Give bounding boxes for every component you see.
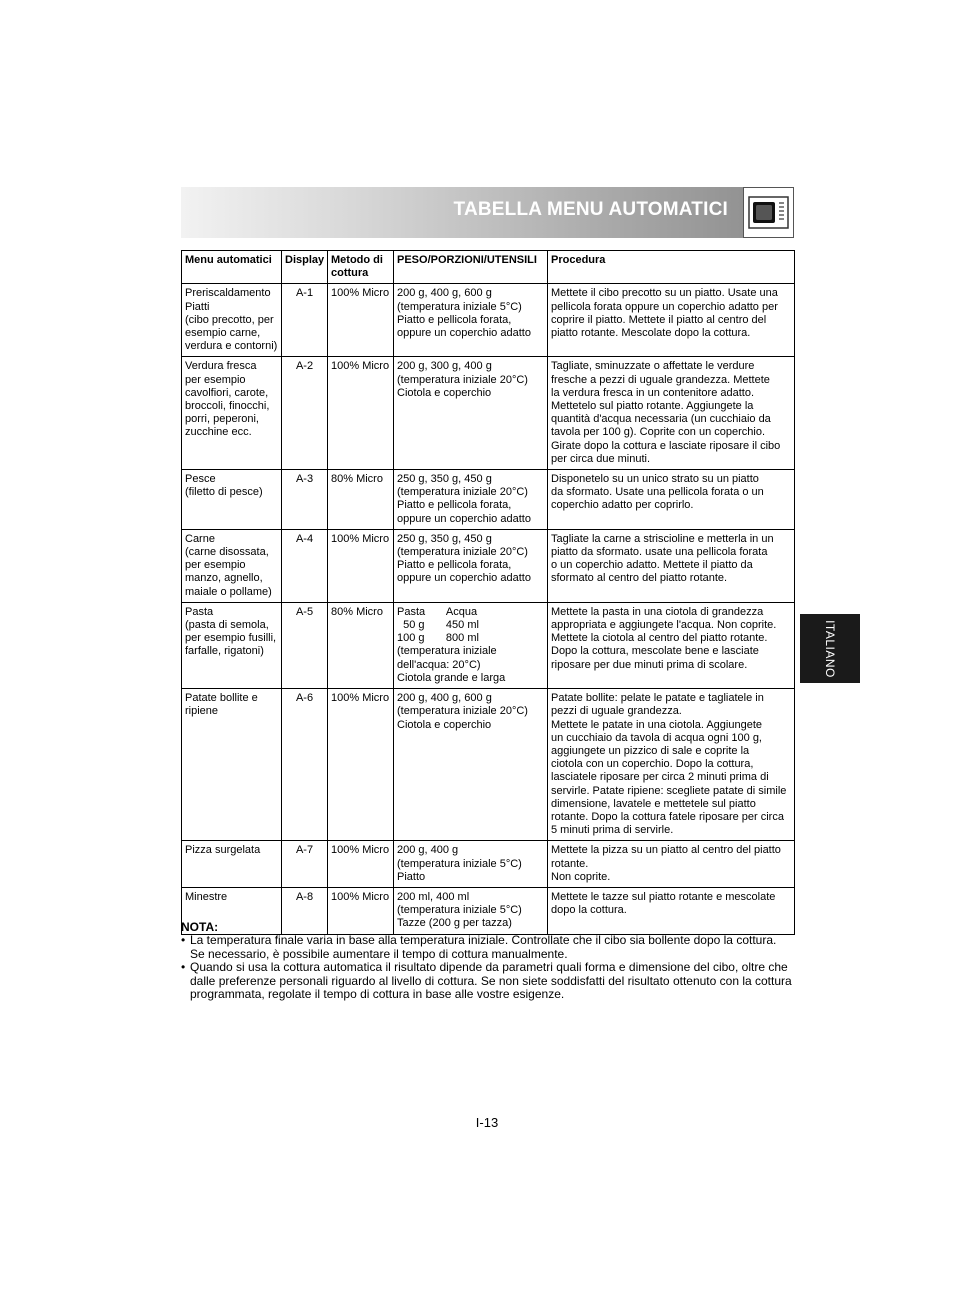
- column-header-method: Metodo di cottura: [328, 251, 394, 284]
- note-text: Quando si usa la cottura automatica il risultato dipende da parametri quali forma e dimensione del cibo, oltre che dalle preferenze personali riguardo al livello di cottura. Se non siete soddisfatti del risultato ottenuto con la cottura programmata, regolate il tempo di cottura in base alle vostre esigenze.: [190, 960, 792, 1002]
- note-text: La temperatura finale varia in base alla temperatura iniziale. Controllate che il cibo sia bollente dopo la cottura. Se necessario, è possibile aumentare il tempo di cottura manualmente.: [190, 933, 777, 961]
- display-cell: A-8: [282, 887, 328, 934]
- notes-list: [181, 934, 794, 1001]
- display-cell: A-5: [282, 602, 328, 688]
- method-cell: 100% Micro: [328, 841, 394, 888]
- page-title: TABELLA MENU AUTOMATICI: [453, 199, 728, 220]
- display-cell: A-6: [282, 689, 328, 841]
- menu-cell: Minestre: [182, 887, 282, 934]
- procedure-cell: Tagliate, sminuzzate o affettate le verdure fresche a pezzi di uguale grandezza. Mettete la verdura fresca in un contenitore adatto. Mettetelo sul piatto rotante. Aggiungete la quantità d'acqua necessaria (un cucchiaio da tavola per 100 g). Coprite con un coperchio. Girate dopo la cottura e lasciate riposare il cibo per circa due minuti.: [548, 357, 795, 470]
- table-row: [182, 284, 795, 357]
- menu-cell: Carne (carne disossata, per esempio manzo, agnello, maiale o pollame): [182, 529, 282, 602]
- display-cell: A-3: [282, 470, 328, 530]
- table-row: [182, 602, 795, 688]
- menu-cell: Verdura fresca per esempio cavolfiori, carote, broccoli, finocchi, porri, peperoni, zucchine ecc.: [182, 357, 282, 470]
- method-cell: 100% Micro: [328, 529, 394, 602]
- method-cell: 100% Micro: [328, 887, 394, 934]
- table-header-row: [182, 251, 795, 284]
- bullet-icon: •: [181, 933, 186, 948]
- procedure-cell: Patate bollite: pelate le patate e tagliatele in pezzi di uguale grandezza. Mettete le patate in una ciotola. Aggiungete un cucchiaio da tavola di acqua ogni 100 g, aggiungete un pizzico di sale e coprite la ciotola con un coperchio. Dopo la cottura, lasciatele riposare per circa 2 minuti prima di servirle. Patate ripiene: scegliete patate di simile dimensione, lavatele e mettetele sul piatto rotante. Dopo la cottura fatele riposare per circa 5 minuti prima di servirle.: [548, 689, 795, 841]
- display-cell: A-4: [282, 529, 328, 602]
- weight-cell: 200 g, 300 g, 400 g (temperatura iniziale 20°C) Ciotola e coperchio: [394, 357, 548, 470]
- table-row: [182, 529, 795, 602]
- procedure-cell: Mettete la pasta in una ciotola di grandezza appropriata e aggiungete l'acqua. Non coprite. Mettete la ciotola al centro del piatto rotante. Dopo la cottura, mescolate bene e lasciate riposare per due minuti prima di scolare.: [548, 602, 795, 688]
- weight-cell: 250 g, 350 g, 450 g (temperatura iniziale 20°C) Piatto e pellicola forata, oppure un coperchio adatto: [394, 470, 548, 530]
- display-cell: A-1: [282, 284, 328, 357]
- weight-cell: 200 g, 400 g (temperatura iniziale 5°C) Piatto: [394, 841, 548, 888]
- page-number: I-13: [475, 1115, 499, 1130]
- header-bar: [181, 187, 794, 238]
- auto-menu-table: [181, 250, 795, 935]
- method-cell: 80% Micro: [328, 470, 394, 530]
- procedure-cell: Mettete il cibo precotto su un piatto. Usate una pellicola forata oppure un coperchio adatto per coprire il piatto. Mettete il piatto al centro del piatto rotante. Mescolate dopo la cottura.: [548, 284, 795, 357]
- display-cell: A-2: [282, 357, 328, 470]
- menu-cell: Preriscaldamento Piatti (cibo precotto, per esempio carne, verdura e contorni): [182, 284, 282, 357]
- language-tab-label: ITALIANO: [823, 619, 837, 678]
- language-tab: [800, 614, 860, 683]
- weight-cell: 250 g, 350 g, 450 g (temperatura iniziale 20°C) Piatto e pellicola forata, oppure un coperchio adatto: [394, 529, 548, 602]
- method-cell: 100% Micro: [328, 284, 394, 357]
- column-header-weight: PESO/PORZIONI/UTENSILI: [394, 251, 548, 284]
- notes-title: NOTA:: [181, 920, 219, 934]
- procedure-cell: Mettete le tazze sul piatto rotante e mescolate dopo la cottura.: [548, 887, 795, 934]
- table-row: [182, 357, 795, 470]
- method-cell: 80% Micro: [328, 602, 394, 688]
- list-item: [181, 934, 794, 961]
- column-header-menu: Menu automatici: [182, 251, 282, 284]
- procedure-cell: Tagliate la carne a striscioline e metterla in un piatto da sformato. usate una pellicola forata o un coperchio adatto. Mettete il piatto da sformato al centro del piatto rotante.: [548, 529, 795, 602]
- table-row: [182, 841, 795, 888]
- procedure-cell: Mettete la pizza su un piatto al centro del piatto rotante. Non coprite.: [548, 841, 795, 888]
- weight-cell: 200 g, 400 g, 600 g (temperatura iniziale 5°C) Piatto e pellicola forata, oppure un coperchio adatto: [394, 284, 548, 357]
- column-header-procedure: Procedura: [548, 251, 795, 284]
- menu-cell: Pizza surgelata: [182, 841, 282, 888]
- table-row: [182, 470, 795, 530]
- method-cell: 100% Micro: [328, 357, 394, 470]
- weight-cell: Pasta Acqua 50 g 450 ml 100 g 800 ml (temperatura iniziale dell'acqua: 20°C) Ciotola grande e larga: [394, 602, 548, 688]
- menu-cell: Patate bollite e ripiene: [182, 689, 282, 841]
- method-cell: 100% Micro: [328, 689, 394, 841]
- display-cell: A-7: [282, 841, 328, 888]
- weight-cell: 200 ml, 400 ml (temperatura iniziale 5°C) Tazze (200 g per tazza): [394, 887, 548, 934]
- list-item: [181, 961, 794, 1001]
- table-row: [182, 689, 795, 841]
- microwave-icon: [743, 187, 794, 238]
- bullet-icon: •: [181, 960, 186, 975]
- menu-cell: Pesce (filetto di pesce): [182, 470, 282, 530]
- procedure-cell: Disponetelo su un unico strato su un piatto da sformato. Usate una pellicola forata o un coperchio adatto per coprirlo.: [548, 470, 795, 530]
- weight-cell: 200 g, 400 g, 600 g (temperatura iniziale 20°C) Ciotola e coperchio: [394, 689, 548, 841]
- notes-section: [181, 921, 794, 1001]
- column-header-display: Display: [282, 251, 328, 284]
- menu-cell: Pasta (pasta di semola, per esempio fusilli, farfalle, rigatoni): [182, 602, 282, 688]
